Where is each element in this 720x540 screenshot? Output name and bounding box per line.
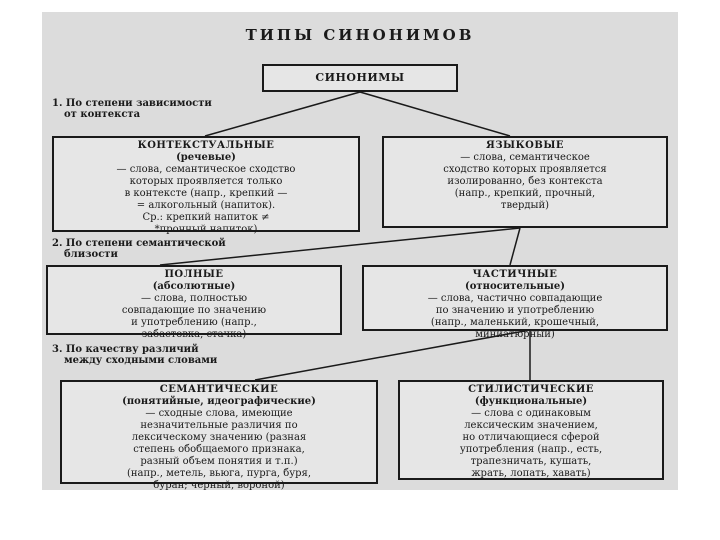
linguistic-box [382,136,668,228]
semantic-line: незначительные различия по [140,420,298,431]
contextual-box [52,136,360,235]
stylistic-line: но отличающиеся сферой [462,432,600,443]
partial-heading: ЧАСТИЧНЫЕ [472,269,558,280]
semantic-heading: СЕМАНТИЧЕСКИЕ [159,384,279,395]
linguistic-line: твердый) [500,200,550,211]
semantic-line: лексическому значению (разная [131,432,307,443]
root-label: СИНОНИМЫ [315,71,405,84]
criterion-3 [52,344,217,366]
stylistic-box [398,380,664,480]
semantic-subheading: (понятийные, идеографические) [122,396,316,407]
semantic-line: буран; черный, вороной) [153,480,285,491]
semantic-box [60,380,378,491]
stylistic-subheading: (функциональные) [474,396,588,407]
linguistic-line: изолированно, без контекста [447,176,603,187]
full-heading: ПОЛНЫЕ [164,269,224,280]
contextual-line: = алкогольный (напиток). [136,200,276,211]
full-line: — слова, полностью [140,293,248,304]
semantic-line: (напр., метель, вьюга, пурга, буря, [126,468,312,479]
partial-line: (напр., маленький, крошечный, [430,317,600,328]
criterion-2-line-2: близости [64,249,118,260]
contextual-line: в контексте (напр., крепкий — [124,188,288,199]
criterion-2-line-1: 2. По степени семантической [52,238,226,249]
partial-line: миниатюрный) [475,329,555,340]
contextual-subheading: (речевые) [176,152,236,163]
full-box [46,265,342,340]
root-box [262,64,458,92]
contextual-line: — слова, семантическое сходство [116,164,296,175]
partial-box [362,265,668,340]
partial-subheading: (относительные) [465,281,565,292]
partial-line: по значению и употреблению [435,305,595,316]
linguistic-heading: ЯЗЫКОВЫЕ [486,140,564,151]
semantic-line: степень обобщаемого признака, [133,444,305,455]
contextual-line: *прочный напиток) [154,224,258,235]
diagram-title: ТИПЫ СИНОНИМОВ [245,26,475,44]
linguistic-line: сходство которых проявляется [443,164,607,175]
partial-line: — слова, частично совпадающие [427,293,603,304]
semantic-line: — сходные слова, имеющие [145,408,293,419]
criterion-3-line-2: между сходными словами [64,355,218,366]
stylistic-line: лексическим значением, [464,420,598,431]
criterion-1-line-2: от контекста [64,109,141,120]
full-line: и употреблению (напр., [131,317,257,328]
stylistic-line: трапезничать, кушать, [470,456,592,467]
stylistic-line: — слова с одинаковым [471,408,591,419]
criterion-1 [52,98,212,120]
stylistic-line: употребления (напр., есть, [459,444,603,455]
full-line: забастовка, стачка) [141,329,247,340]
stylistic-heading: СТИЛИСТИЧЕСКИЕ [468,384,594,395]
criterion-2 [52,238,226,260]
linguistic-line: (напр., крепкий, прочный, [454,188,596,199]
semantic-line: разный объем понятия и т.п.) [140,456,298,467]
full-subheading: (абсолютные) [152,281,236,292]
criterion-3-line-1: 3. По качеству различий [52,344,199,355]
stylistic-line: жрать, лопать, хавать) [471,468,591,479]
full-line: совпадающие по значению [121,305,267,316]
contextual-heading: КОНТЕКСТУАЛЬНЫЕ [137,140,275,151]
contextual-line: которых проявляется только [129,176,283,187]
criterion-1-line-1: 1. По степени зависимости [52,98,212,109]
contextual-line: Ср.: крепкий напиток ≠ [142,212,270,223]
linguistic-line: — слова, семантическое [460,152,590,163]
